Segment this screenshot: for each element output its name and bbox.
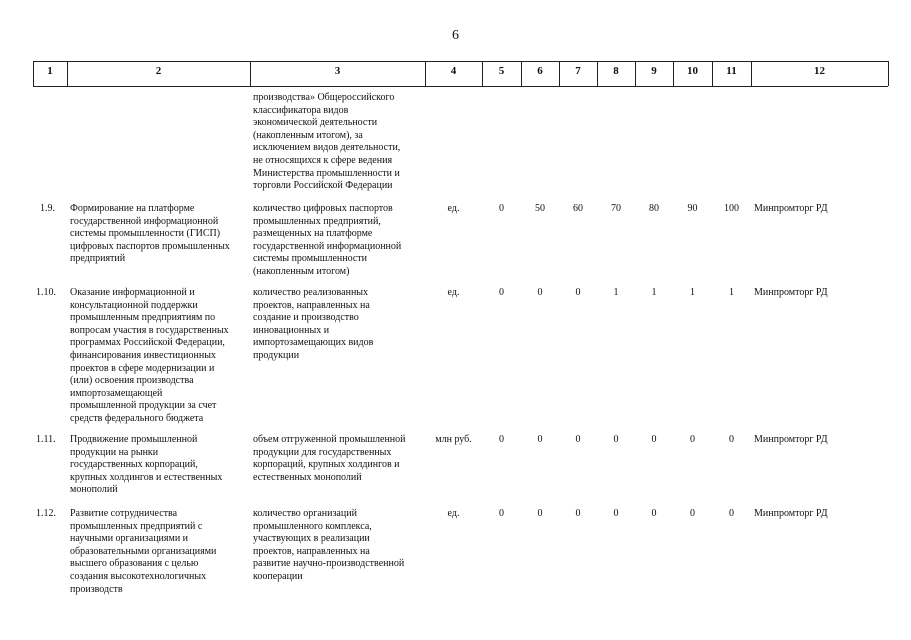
value: 0: [690, 434, 695, 445]
column-header: 6: [537, 65, 543, 77]
value: 1: [690, 287, 695, 298]
indicator-text: количество цифровых паспортов промышленных предприятий, размещенных на платформе государственной информационной системы промышленности (накопленным итогом): [253, 203, 402, 277]
value: 0: [575, 287, 581, 298]
responsible: Минпромторг РД: [754, 434, 828, 445]
value: 0: [613, 434, 619, 445]
value: 0: [537, 434, 543, 445]
table-header-border: [33, 86, 888, 87]
activity-text: Оказание информационной и консультационной поддержки промышленным предприятиям по вопросам участия в государственных программах Российской Федерации, финансирования инвестиционных проектов в сфере модернизации и (или) освоения производства импортозамещающей промышленной продукции за счет средств федерального бюджета: [70, 287, 229, 424]
unit: ед.: [447, 287, 460, 298]
row-number: 1.9.: [40, 203, 55, 214]
value: 0: [651, 434, 657, 445]
column-header: 5: [498, 65, 505, 77]
indicator-text: количество реализованных проектов, направленных на создание и производство инновационных и импортозамещающих видов продукции: [253, 287, 374, 361]
column-header: 10: [687, 65, 698, 77]
activity-text: Формирование на платформе государственной информационной системы промышленности (ГИСП) цифровых паспортов промышленных предприятий: [70, 203, 230, 265]
column-header: 4: [450, 65, 457, 77]
responsible: Минпромторг РД: [754, 203, 828, 214]
value: 0: [729, 508, 734, 519]
value: 0: [729, 434, 734, 445]
value: 80: [649, 203, 659, 214]
unit: ед.: [447, 203, 460, 214]
column-header: 9: [651, 65, 657, 77]
value: 90: [687, 203, 698, 214]
continuation-text: производства» Общероссийского классификатора видов экономической деятельности (накопленным итогом), за исключением видов деятельности, не относящихся к сфере ведения Министерства промышленности и торговли Российской Федерации: [253, 92, 401, 192]
value: 0: [537, 287, 543, 298]
page-number: 6: [452, 28, 459, 43]
responsible: Минпромторг РД: [754, 508, 828, 519]
column-header: 7: [575, 65, 581, 77]
value: 0: [575, 508, 581, 519]
value: 60: [573, 203, 583, 214]
row-number: 1.11.: [36, 434, 56, 445]
indicator-text: количество организаций промышленного комплекса, участвующих в реализации проектов, направленных на развитие научно-производственной кооперации: [253, 508, 405, 582]
value: 100: [724, 203, 739, 214]
value: 1: [729, 287, 734, 298]
column-header: 3: [334, 65, 341, 77]
value: 1: [613, 287, 619, 298]
value: 0: [499, 434, 504, 445]
value: 0: [651, 508, 657, 519]
value: 0: [499, 287, 504, 298]
row-number: 1.10.: [36, 287, 56, 298]
value: 50: [535, 203, 545, 214]
column-header: 1: [47, 65, 53, 77]
value: 70: [611, 203, 621, 214]
responsible: Минпромторг РД: [754, 287, 828, 298]
column-header: 8: [613, 65, 619, 77]
value: 0: [690, 508, 695, 519]
unit: ед.: [447, 508, 460, 519]
value: 0: [613, 508, 619, 519]
table-top-border: [33, 61, 888, 62]
indicator-text: объем отгруженной промышленной продукции для государственных корпораций, крупных холдингов и естественных монополий: [253, 434, 406, 483]
column-divider: [888, 61, 889, 86]
activity-text: Развитие сотрудничества промышленных предприятий с научными организациями и образовательными организациями высшего образования с целью создания высокотехнологичных производств: [70, 508, 217, 595]
column-header: 11: [726, 65, 737, 77]
value: 1: [651, 287, 657, 298]
activity-text: Продвижение промышленной продукции на рынки государственных корпораций, крупных холдингов и естественных монополий: [70, 434, 223, 496]
value: 0: [499, 508, 504, 519]
value: 0: [537, 508, 543, 519]
value: 0: [575, 434, 581, 445]
unit: млн руб.: [435, 434, 472, 445]
column-header: 2: [155, 65, 162, 77]
value: 0: [499, 203, 504, 214]
row-number: 1.12.: [36, 508, 56, 519]
column-header: 12: [814, 65, 825, 77]
